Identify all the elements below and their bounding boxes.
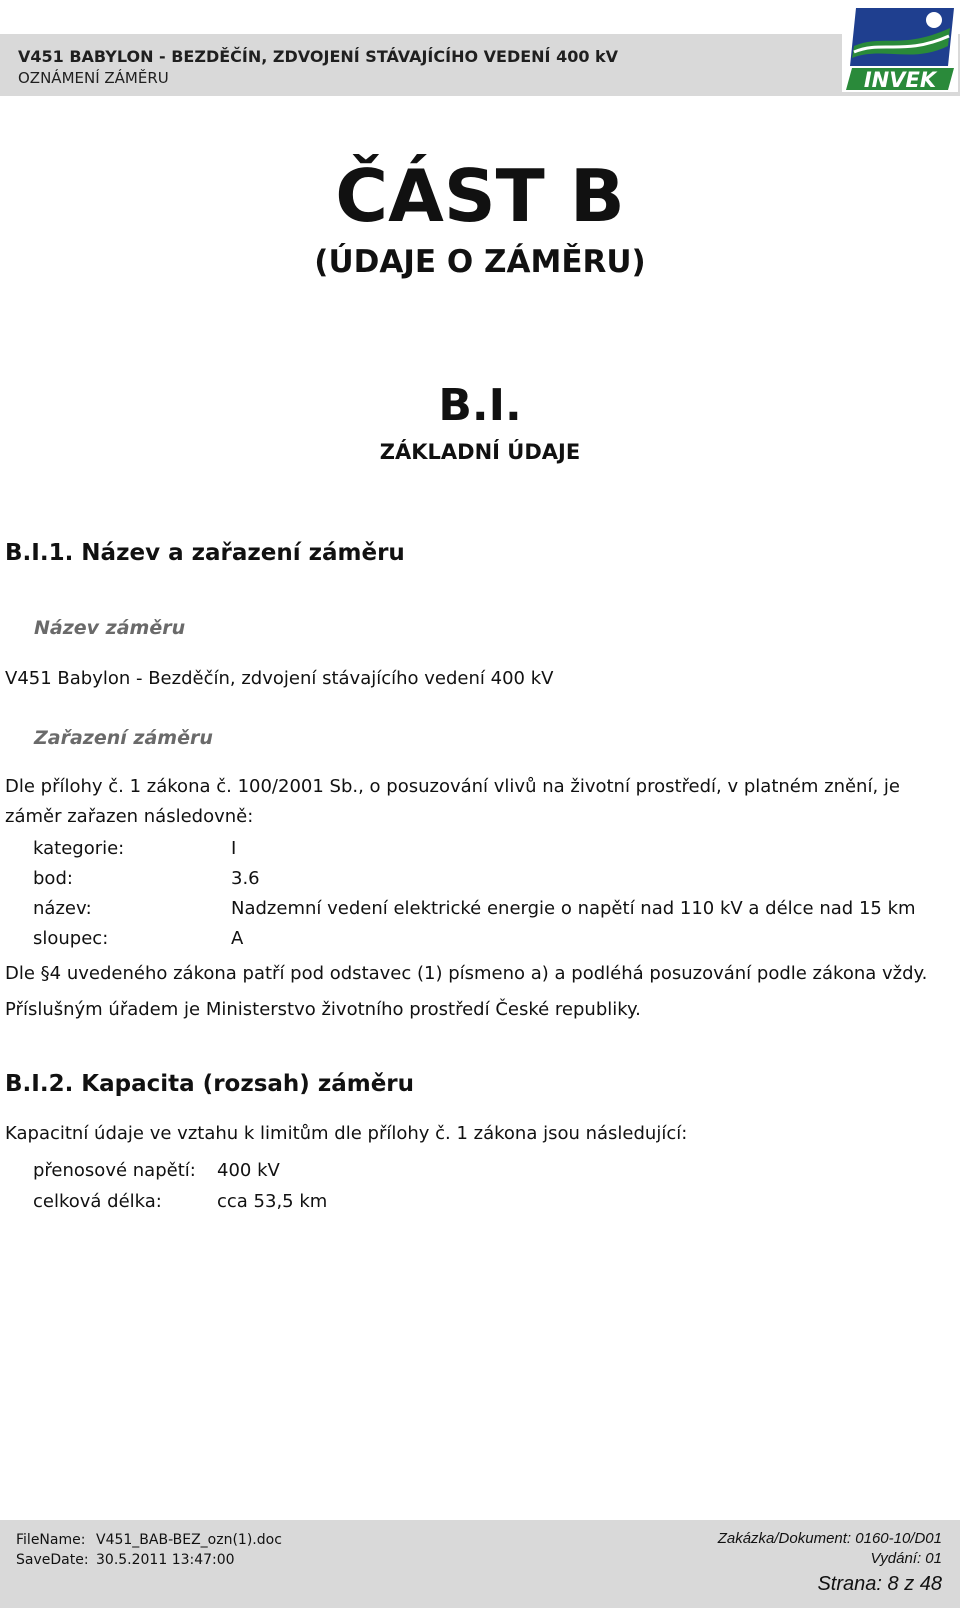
capacity-label: celková délka: [33, 1191, 162, 1212]
invek-logo [842, 6, 958, 92]
capacity-intro: Kapacitní údaje ve vztahu k limitům dle přílohy č. 1 zákona jsou následující: [5, 1123, 688, 1144]
filename-label: FileName: [16, 1532, 86, 1548]
capacity-label: přenosové napětí: [33, 1160, 196, 1181]
part-subtitle: (ÚDAJE O ZÁMĚRU) [314, 244, 646, 280]
filename-value: V451_BAB-BEZ_ozn(1).doc [96, 1532, 282, 1548]
logo-text: INVEK [863, 68, 937, 92]
classification-heading: Zařazení záměru [34, 727, 213, 749]
bi2-heading: B.I.2. Kapacita (rozsah) záměru [5, 1071, 415, 1097]
classification-value: Nadzemní vedení elektrické energie o napětí nad 110 kV a délce nad 15 km [231, 898, 916, 919]
classification-label: sloupec: [33, 928, 109, 949]
classification-value: A [231, 928, 244, 949]
classification-label: bod: [33, 868, 73, 889]
authority-note: Příslušným úřadem je Ministerstvo životního prostředí České republiky. [5, 999, 641, 1020]
header-title: V451 BABYLON - BEZDĚČÍN, ZDVOJENÍ STÁVAJÍCÍHO VEDENÍ 400 kV [18, 47, 619, 66]
order-number: Zakázka/Dokument: 0160-10/D01 [717, 1530, 942, 1547]
classification-value: I [231, 838, 237, 859]
name-heading: Název záměru [34, 617, 186, 639]
edition: Vydání: 01 [870, 1550, 942, 1567]
capacity-value: 400 kV [217, 1160, 280, 1181]
savedate-label: SaveDate: [16, 1552, 89, 1568]
classification-label: kategorie: [33, 838, 125, 859]
classification-label: název: [33, 898, 92, 919]
bi1-heading: B.I.1. Název a zařazení záměru [5, 540, 405, 566]
header-subtitle: OZNÁMENÍ ZÁMĚRU [18, 69, 169, 87]
page-number: Strana: 8 z 48 [817, 1573, 942, 1595]
part-title: ČÁST B [335, 154, 625, 238]
law-note: Dle §4 uvedeného zákona patří pod odstavec (1) písmeno a) a podléhá posuzování podle zákona vždy. [5, 963, 928, 984]
classification-value: 3.6 [231, 868, 260, 889]
classification-text: Dle přílohy č. 1 zákona č. 100/2001 Sb., o posuzování vlivů na životní prostředí, v platném znění, je záměr zařazen následovně: [5, 776, 900, 827]
section-title: B.I. [438, 380, 522, 431]
capacity-value: cca 53,5 km [217, 1191, 328, 1212]
project-name: V451 Babylon - Bezděčín, zdvojení stávajícího vedení 400 kV [5, 668, 554, 689]
section-subtitle: ZÁKLADNÍ ÚDAJE [379, 440, 581, 464]
savedate-value: 30.5.2011 13:47:00 [96, 1552, 235, 1568]
